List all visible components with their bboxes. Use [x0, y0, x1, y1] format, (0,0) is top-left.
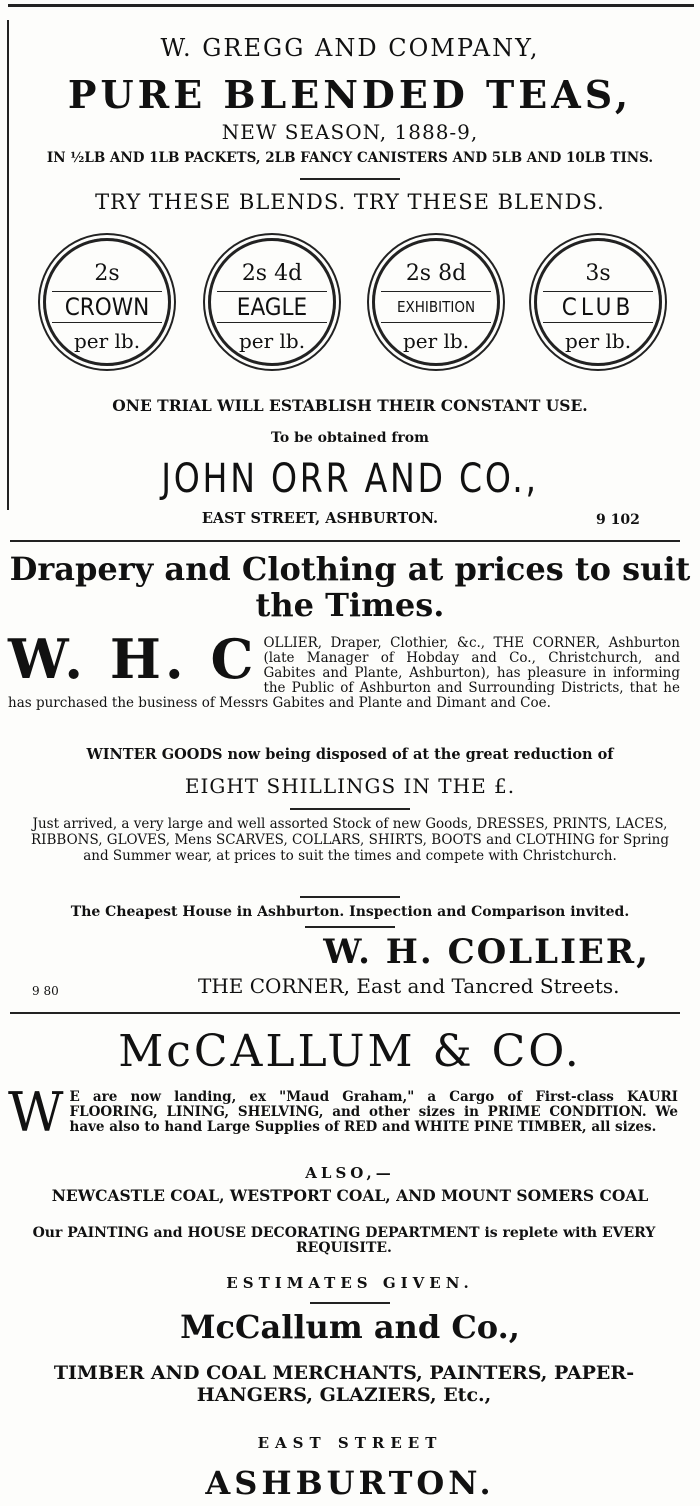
intro-text: OLLIER, Draper, Clothier, &c., THE CORNER, Ashburton (late Manager of Hobday and Co., Christchurch, and Gabites and Plante, Ashburton), has pleasure in informing the Public of Ashburton and Surrounding Districts, that he has purchased the business of Messrs Gabites and Plante and Dimant and Coe. — [8, 635, 680, 711]
street-line: EAST STREET — [257, 1434, 443, 1452]
blend-unit: per lb. — [564, 329, 632, 353]
divider — [310, 1302, 390, 1304]
blend-unit: per lb. — [238, 329, 306, 353]
stock-paragraph: Just arrived, a very large and well assorted Stock of new Goods, DRESSES, PRINTS, LACES, RIBBONS, GLOVES, Mens SCARVES, COLLARS, SHIRTS, BOOTS and CLOTHING for Spring and Summer wear, at prices to suit the times and compete with Christchurch. — [30, 816, 670, 864]
blend-price: 3s — [585, 261, 611, 286]
season-line: NEW SEASON, 1888-9, — [221, 120, 479, 144]
blend-badge-eagle — [208, 238, 336, 366]
landing-paragraph — [8, 1081, 678, 1144]
divider — [300, 896, 400, 898]
blend-unit: per lb. — [402, 329, 470, 353]
blend-badge-exhibition — [372, 238, 500, 366]
agent-address: EAST STREET, ASHBURTON. — [201, 510, 439, 527]
drop-initial: W — [8, 1081, 64, 1144]
try-blends-line: TRY THESE BLENDS. TRY THESE BLENDS. — [95, 190, 605, 214]
mccallum-headline: McCALLUM & CO. — [118, 1026, 582, 1077]
blend-name: EXHIBITION — [381, 291, 491, 323]
top-border — [8, 4, 694, 7]
drop-initials: W. H. C — [8, 627, 258, 691]
blend-price: 2s 8d — [405, 261, 467, 286]
landing-text: E are now landing, ex "Maud Graham," a Cargo of First-class KAURI FLOORING, LINING, SHELVING, and other sizes in PRIME CONDITION. We have also to hand Large Supplies of RED and WHITE PINE TIMBER, all sizes. — [69, 1089, 678, 1135]
blend-price: 2s — [94, 261, 120, 286]
blend-name: EAGLE — [217, 291, 327, 323]
also-line: ALSO,— — [305, 1164, 395, 1182]
tea-headline: PURE BLENDED TEAS, — [67, 72, 633, 117]
packaging-line: IN ½LB AND 1LB PACKETS, 2LB FANCY CANISTERS AND 5LB AND 10LB TINS. — [46, 150, 654, 166]
blend-price: 2s 4d — [241, 261, 303, 286]
divider — [305, 926, 395, 928]
drapery-headline: Drapery and Clothing at prices to suit — [9, 550, 691, 588]
drapery-ad-ref: 9 80 — [32, 984, 59, 998]
mccallum-firm: McCallum and Co., — [180, 1308, 520, 1346]
blend-name: CROWN — [52, 291, 162, 323]
divider — [300, 178, 400, 180]
cheapest-line: The Cheapest House in Ashburton. Inspection and Comparison invited. — [70, 904, 630, 920]
agent-name: JOHN ORR AND CO., — [161, 456, 539, 502]
tea-ad-ref: 9 102 — [596, 512, 640, 528]
drapery-headline-2: the Times. — [255, 586, 445, 624]
section-divider — [10, 540, 680, 542]
blend-name: CLUB — [543, 291, 653, 323]
collier-intro — [8, 627, 680, 711]
blend-badge-crown — [43, 238, 171, 366]
trial-line: ONE TRIAL WILL ESTABLISH THEIR CONSTANT USE. — [112, 396, 588, 415]
blend-unit: per lb. — [73, 329, 141, 353]
blend-badge-club — [534, 238, 662, 366]
estimates-line: ESTIMATES GIVEN. — [226, 1274, 474, 1292]
collier-signature: W. H. COLLIER, — [323, 932, 650, 972]
corner-address: THE CORNER, East and Tancred Streets. — [198, 974, 620, 998]
town-line: ASHBURTON. — [205, 1464, 495, 1502]
coal-line: NEWCASTLE COAL, WESTPORT COAL, AND MOUNT SOMERS COAL — [51, 1186, 649, 1205]
winter-goods-line: WINTER GOODS now being disposed of at the great reduction of — [86, 746, 614, 763]
reduction-line: EIGHT SHILLINGS IN THE £. — [184, 774, 516, 798]
firm-name: W. GREGG AND COMPANY, — [160, 34, 540, 62]
trades-line: TIMBER AND COAL MERCHANTS, PAINTERS, PAPER-HANGERS, GLAZIERS, Etc., — [53, 1362, 635, 1406]
obtained-line: To be obtained from — [271, 430, 429, 446]
painting-paragraph: Our PAINTING and HOUSE DECORATING DEPARTMENT is replete with EVERY REQUISITE. — [32, 1225, 656, 1256]
section-divider — [10, 1012, 680, 1014]
divider — [290, 808, 410, 810]
